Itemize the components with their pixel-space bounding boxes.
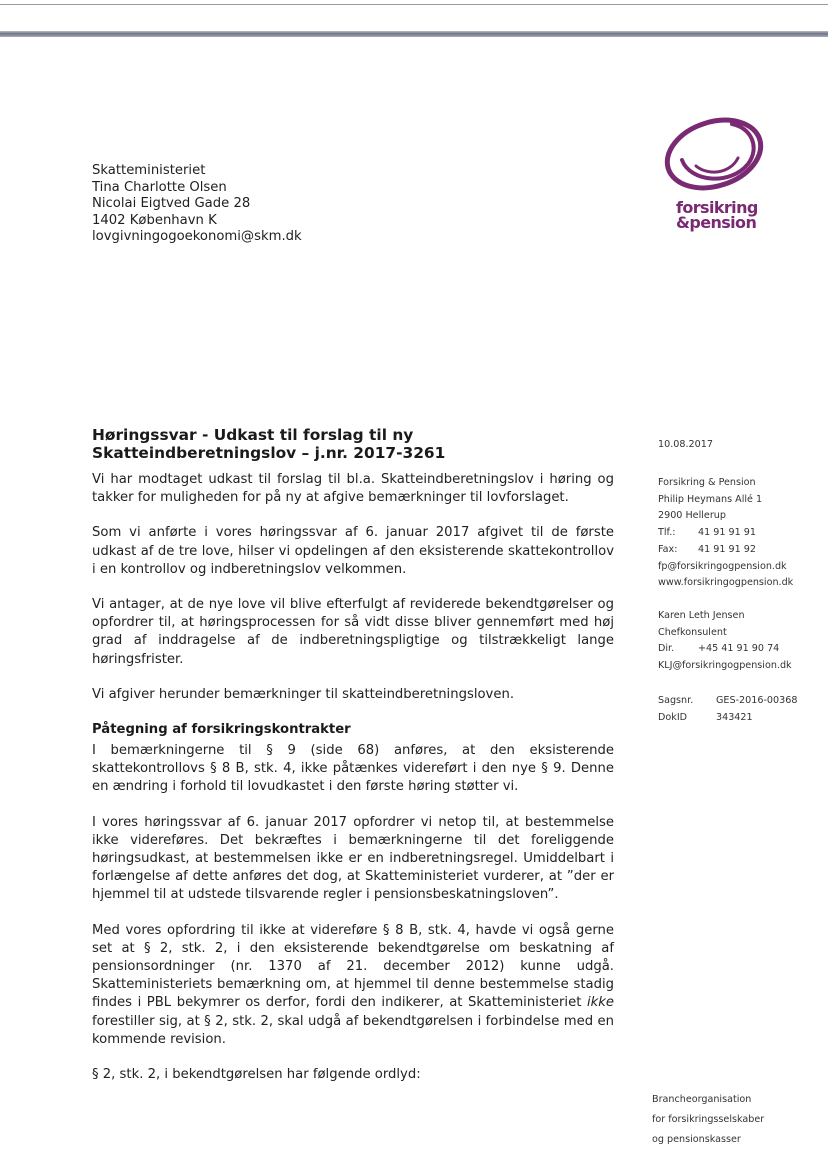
person-role: Chefkonsulent — [658, 626, 727, 638]
logo-line: forsikring — [676, 198, 758, 217]
letter-body — [92, 426, 614, 1101]
paragraph: Som vi anførte i vores høringssvar af 6. januar 2017 afgivet til de første udkast af de tre love, hilser vi opdelingen af den eksisterende skattekontrollov i en kontrollov og indberetningslov velkommen. — [92, 525, 614, 577]
document-id-value: 343421 — [716, 711, 753, 723]
recipient-line: Skatteministeriet — [92, 163, 206, 178]
company-street: Philip Heymans Allé 1 — [658, 493, 763, 505]
fax-label: Fax: — [658, 543, 678, 555]
recipient-line: Tina Charlotte Olsen — [92, 179, 227, 195]
company-website: www.forsikringogpension.dk — [658, 577, 794, 589]
paragraph — [92, 922, 614, 1049]
recipient-address — [92, 163, 302, 246]
header-bar — [0, 31, 828, 37]
letter-title: Høringssvar - Udkast til forslag til ny Skatteindberetningslov – j.nr. 2017-3261 — [92, 426, 446, 462]
person-email: KLJ@forsikringogpension.dk — [658, 660, 792, 672]
company-city: 2900 Hellerup — [658, 510, 726, 522]
company-phone — [658, 525, 793, 542]
paragraph: Vi antager, at de nye love vil blive efterfulgt af reviderede bekendtgørelser og opfordrer til, at høringsprocessen for så vidt disse bliver gennemført med høj grad af inddragelse af de indberetningspligtige og tilstrækkeligt lange høringsfrister. — [92, 597, 614, 667]
paragraph: Vi afgiver herunder bemærkninger til skatteindberetningsloven. — [92, 686, 515, 702]
sender-company — [658, 475, 793, 592]
recipient-email: lovgivningogoekonomi@skm.dk — [92, 229, 302, 244]
paragraph: Vi har modtaget udkast til forslag til bl.a. Skatteindberetningslov i høring og takker for muligheden for på ny at afgive bemærkninger til lovforslaget. — [92, 472, 614, 506]
direct-label: Dir. — [658, 643, 675, 655]
paragraph-text: forestiller sig, at § 2, stk. 2, skal udgå af bekendtgørelsen i forbindelse med en kommende revision. — [92, 1013, 614, 1047]
company-name: Forsikring & Pension — [658, 477, 756, 488]
case-reference — [658, 693, 797, 726]
company-email: fp@forsikringogpension.dk — [658, 560, 787, 572]
case-number — [658, 693, 797, 710]
logo-wordmark — [676, 198, 758, 232]
company-logo — [640, 106, 790, 236]
section-heading: Påtegning af forsikringskontrakter — [92, 722, 351, 738]
paragraph: I vores høringssvar af 6. januar 2017 opfordrer vi netop til, at bestemmelse ikke videreføres. Det bekræftes i bemærkningerne til det foreliggende høringsudkast, at bestemmelsen ikke er en indberetningsregel. Umiddelbart i forlængelse af dette anføres det dog, at Skatteministeriet vurderer, at ”der er hjemmel til at udstede tilsvarende regler i pensionsbeskatningsloven”. — [92, 814, 614, 903]
footer-line: og pensionskasser — [652, 1134, 741, 1145]
top-rule — [0, 4, 828, 5]
logo-swirl-icon — [652, 106, 770, 198]
person-direct-phone — [658, 641, 792, 658]
logo-line: &pension — [676, 212, 757, 232]
paragraph-emphasis: ikke — [586, 995, 614, 1011]
case-number-value: GES-2016-00368 — [716, 695, 798, 706]
sender-person — [658, 608, 792, 675]
company-fax — [658, 542, 793, 559]
phone-value: 41 91 91 91 — [698, 527, 756, 539]
footer-line: for forsikringsselskaber — [652, 1114, 765, 1125]
case-number-label: Sagsnr. — [658, 695, 694, 706]
paragraph: § 2, stk. 2, i bekendtgørelsen har følgende ordlyd: — [92, 1067, 421, 1083]
footer-line: Brancheorganisation — [652, 1094, 752, 1105]
fax-value: 41 91 91 92 — [698, 543, 756, 555]
paragraph: I bemærkningerne til § 9 (side 68) anføres, at den eksisterende skattekontrollovs § 8 B, stk. 4, ikke påtænkes videreført i den nye § 9. Denne en ændring i forhold til lovudkastet i den første høring støtter vi. — [92, 743, 614, 795]
letter-date — [658, 437, 713, 454]
paragraph-text: Med vores opfordring til ikke at videreføre § 8 B, stk. 4, havde vi også gerne set at § 2, stk. 2, i den eksisterende bekendtgørelse om beskatning af pensionsordninger (nr. 1370 af 21. december 2012) kunne udgå. Skatteministeriets bemærkning om, at hjemmel til denne bestemmelse stadig findes i PBL bekymrer os derfor, fordi den indikerer, at Skatteministeriet — [92, 922, 614, 1011]
phone-label: Tlf.: — [658, 527, 676, 539]
date-value: 10.08.2017 — [658, 439, 713, 450]
document-id-label: DokID — [658, 711, 688, 723]
recipient-line: Nicolai Eigtved Gade 28 — [92, 196, 251, 211]
recipient-line: 1402 København K — [92, 212, 217, 228]
person-name: Karen Leth Jensen — [658, 610, 745, 621]
document-id — [658, 710, 797, 727]
footer-tagline — [652, 1090, 764, 1150]
direct-value: +45 41 91 90 74 — [698, 643, 780, 655]
